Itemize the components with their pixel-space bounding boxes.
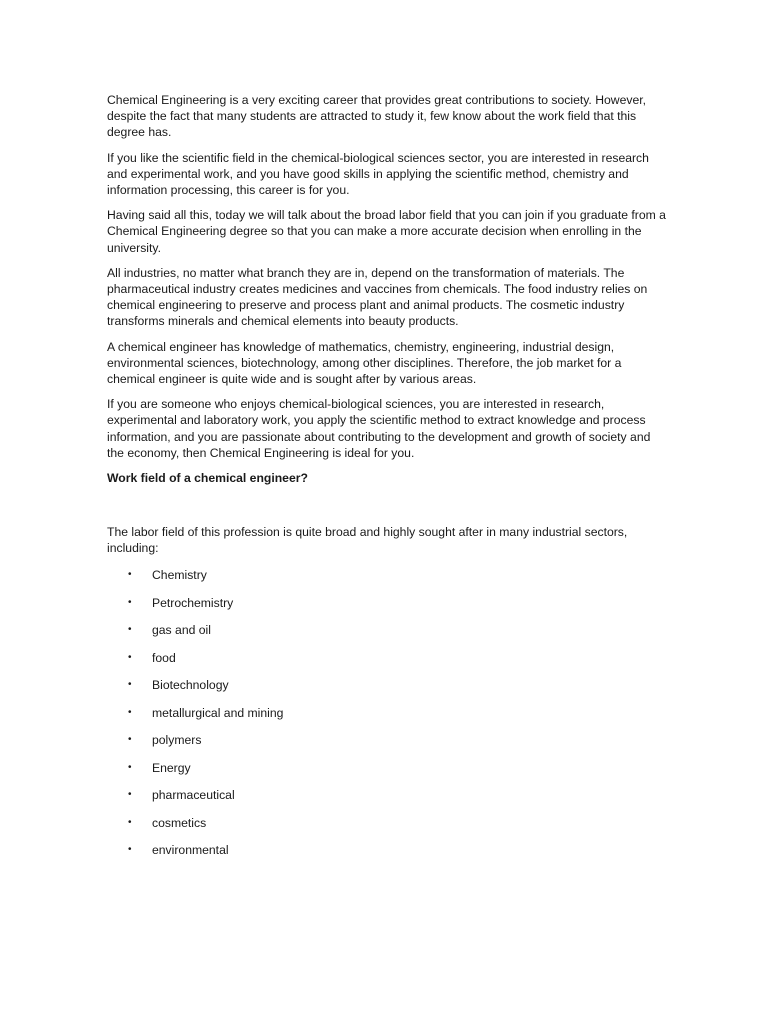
sectors-intro: The labor field of this profession is quite broad and highly sought after in many industrial sectors, including: (107, 525, 628, 556)
list-item-label: food (152, 650, 176, 665)
list-item-label: Chemistry (152, 568, 207, 583)
list-item-label: gas and oil (152, 623, 211, 638)
list-item-label: metallurgical and mining (152, 705, 284, 720)
paragraph-knowledge: A chemical engineer has knowledge of mathematics, chemistry, engineering, industrial design, environmental sciences, biotechnology, among other disciplines. Therefore, the job market for a chemical engineer is quite wide and is sought after by various areas. (107, 339, 622, 387)
list-item (107, 784, 667, 812)
list-item (107, 564, 667, 592)
paragraph-intro: Chemical Engineering is a very exciting career that provides great contributions to society. However, despite the fact that many students are attracted to study it, few know about the work field that this degree has. (107, 93, 646, 140)
bullet-icon: • (128, 844, 132, 856)
paragraph-labor-field: Having said all this, today we will talk about the broad labor field that you can join if you graduate from a Chemical Engineering degree so that you can make a more accurate decision when enrolling in the university. (107, 208, 666, 255)
list-item-label: Petrochemistry (152, 595, 234, 610)
document-page (107, 92, 667, 867)
list-item-label: cosmetics (152, 815, 207, 830)
bullet-icon: • (128, 624, 132, 636)
bullet-icon: • (128, 761, 132, 773)
paragraph-industries: All industries, no matter what branch they are in, depend on the transformation of materials. The pharmaceutical industry creates medicines and vaccines from chemicals. The food industry relies on chemical engineering to preserve and process plant and animal products. The cosmetic industry transforms minerals and chemical elements into beauty products. (107, 265, 648, 329)
list-item (107, 674, 667, 702)
spacer (107, 486, 667, 524)
list-item (107, 592, 667, 620)
list-item-label: polymers (152, 733, 202, 748)
list-item (107, 702, 667, 730)
list-item-label: Biotechnology (152, 678, 229, 693)
bullet-icon: • (128, 651, 132, 663)
list-item (107, 619, 667, 647)
list-item (107, 647, 667, 675)
list-item (107, 812, 667, 840)
list-item (107, 729, 667, 757)
section-heading: Work field of a chemical engineer? (107, 471, 308, 486)
bullet-icon: • (128, 816, 132, 828)
list-item (107, 757, 667, 785)
list-item-label: pharmaceutical (152, 788, 235, 803)
bullet-icon: • (128, 679, 132, 691)
sectors-list (107, 564, 667, 867)
bullet-icon: • (128, 734, 132, 746)
bullet-icon: • (128, 596, 132, 608)
paragraph-ideal: If you are someone who enjoys chemical-biological sciences, you are interested in research, experimental and laboratory work, you apply the scientific method to extract knowledge and process information, and you are passionate about contributing to the development and growth of society and the economy, then Chemical Engineering is ideal for you. (107, 397, 651, 460)
bullet-icon: • (128, 789, 132, 801)
bullet-icon: • (128, 706, 132, 718)
bullet-icon: • (128, 569, 132, 581)
list-item-label: Energy (152, 760, 191, 775)
list-item (107, 839, 667, 867)
paragraph-interest: If you like the scientific field in the chemical-biological sciences sector, you are interested in research and experimental work, and you have good skills in applying the scientific method, chemistry and information processing, this career is for you. (107, 150, 649, 198)
list-item-label: environmental (152, 843, 229, 858)
